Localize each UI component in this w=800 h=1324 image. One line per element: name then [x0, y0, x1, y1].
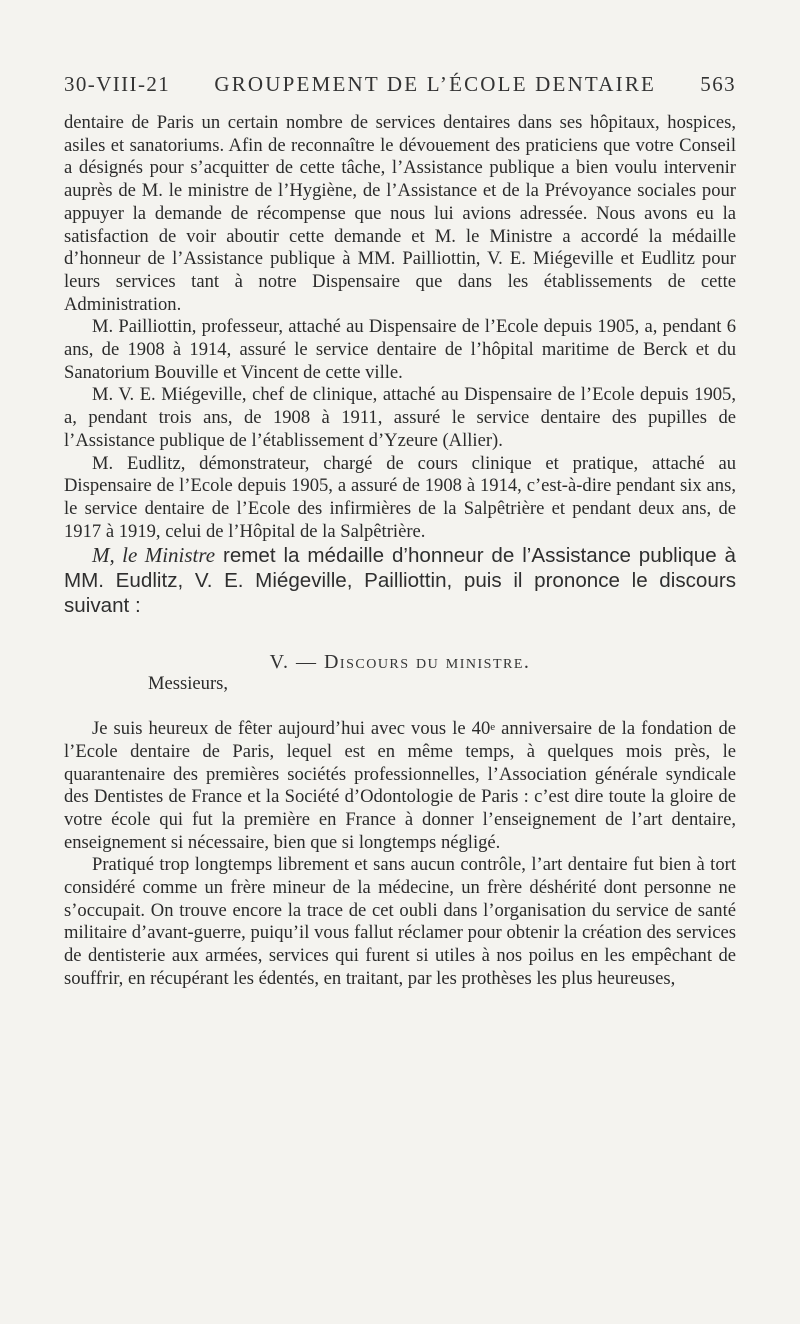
- ceremony-intro: [64, 543, 736, 618]
- running-header: [64, 72, 736, 97]
- page-number: 563: [700, 72, 736, 96]
- intro-italic: M, le Ministre: [92, 543, 216, 568]
- header-date: 30-VIII-21: [64, 72, 171, 96]
- section-number: V. —: [269, 650, 324, 673]
- section-heading: [64, 651, 736, 674]
- speech-p1-b: anniversaire de la fondation de l’Ecole dentaire de Paris, lequel est en même temps, à quelques mois près, le quarantenaire des premières sociétés professionnelles, l’Association générale syndicale des Dentistes de France et la Société d’Odontologie de Paris : c’est dire toute la gloire de votre école qui fut la première en France à donner l’enseignement de l’art dentaire, enseignement si nécessaire, bien que si longtemps négligé.: [64, 718, 736, 853]
- page-body: [64, 112, 736, 991]
- paragraph-pailliottin: M. Pailliottin, professeur, attaché au Dispensaire de l’Ecole depuis 1905, a, pendant 6 ans, de 1908 à 1914, assuré le service dentaire de l’hôpital maritime de Berck et du Sanatorium Bouville et Vincent de cette ville.: [64, 316, 736, 383]
- salutation: Messieurs,: [148, 673, 229, 695]
- speech-paragraph-2: Pratiqué trop longtemps librement et sans aucun contrôle, l’art dentaire fut bien à tort considéré comme un frère mineur de la médecine, un frère déshérité dont personne ne s’occupait. On trouve encore la trace de cet oubli dans l’organisation du service de santé militaire d’avant-guerre, puiqu’il vous fallut réclamer pour obtenir la création des services de dentisterie aux armées, services qui furent si utiles à nos poilus en les empêchant de souffrir, en récupérant les édentés, en traitant, par les prothèses les plus heureuses,: [64, 854, 736, 989]
- paragraph-miegeville: M. V. E. Miégeville, chef de clinique, attaché au Dispensaire de l’Ecole depuis 1905, a, pendant trois ans, de 1908 à 1911, assuré le service dentaire des pupilles de l’Assistance publique de l’établissement d’Yzeure (Allier).: [64, 384, 736, 451]
- speech-paragraph-1: [64, 718, 736, 854]
- section-title: Discours du ministre.: [323, 650, 531, 673]
- speech-p1-a: Je suis heureux de fêter aujourd’hui avec vous le 40: [92, 718, 491, 740]
- intro-text: remet la médaille d’honneur de l’Assistance publique à MM. Eudlitz, V. E. Miégeville, Pailliottin, puis il prononce le discours suivant :: [64, 544, 737, 617]
- paragraph-eudlitz: M. Eudlitz, démonstrateur, chargé de cours clinique et pratique, attaché au Dispensaire de l’Ecole depuis 1905, a assuré de 1908 à 1914, c’est-à-dire pendant six ans, le service dentaire de l’Ecole des infirmières de la Salpêtrière et pendant deux ans, de 1917 à 1919, celui de l’Hôpital de la Salpêtrière.: [64, 452, 736, 542]
- paragraph-continuation: dentaire de Paris un certain nombre de services dentaires dans ses hôpitaux, hospices, asiles et sanatoriums. Afin de reconnaître le dévouement des praticiens que votre Conseil a désignés pour s’acquitter de cette tâche, l’Assistance publique a bien voulu intervenir auprès de M. le ministre de l’Hygiène, de l’Assistance et de la Prévoyance sociales pour appuyer la demande de récompense que nous lui avions adressée. Nous avons eu la satisfaction de voir aboutir cette demande et M. le Ministre a accordé la médaille d’honneur de l’Assistance publique à MM. Pailliottin, V. E. Miégeville et Eudlitz pour leurs services tant à notre Dispensaire que dans les établissements de cette Administration.: [64, 112, 736, 315]
- header-title: GROUPEMENT DE L’ÉCOLE DENTAIRE: [214, 72, 657, 96]
- ordinal-superscript: e: [490, 721, 496, 734]
